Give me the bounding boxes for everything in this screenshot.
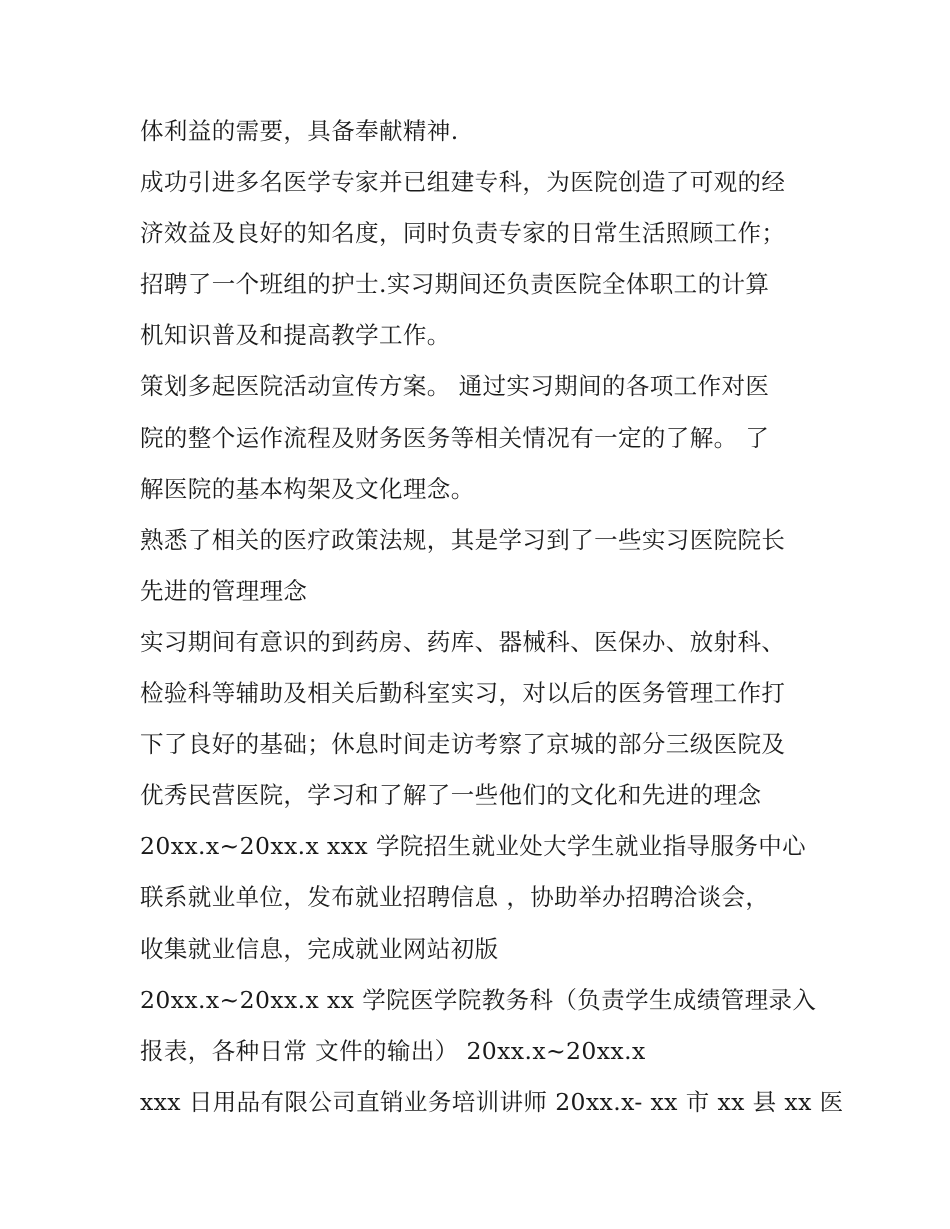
text-line: 下了良好的基础；休息时间走访考察了京城的部分三级医院及 bbox=[140, 730, 786, 759]
text-line: 熟悉了相关的医疗政策法规，其是学习到了一些实习医院院长 bbox=[140, 525, 786, 554]
text-line: 先进的管理理念 bbox=[140, 576, 308, 605]
text-line: 收集就业信息，完成就业网站初版 bbox=[140, 934, 499, 963]
text-line: 机知识普及和提高教学工作。 bbox=[140, 321, 451, 350]
text-line: 20xx.x~20xx.x xxx 学院招生就业处大学生就业指导服务中心 bbox=[140, 832, 807, 861]
text-line: 优秀民营医院，学习和了解了一些他们的文化和先进的理念 bbox=[140, 781, 762, 810]
text-line: 济效益及良好的知名度，同时负责专家的日常生活照顾工作； bbox=[140, 219, 786, 248]
text-line: 招聘了一个班组的护士.实习期间还负责医院全体职工的计算 bbox=[140, 270, 770, 299]
text-line: 院的整个运作流程及财务医务等相关情况有一定的了解。 了 bbox=[140, 423, 770, 452]
text-line: xxx 日用品有限公司直销业务培训讲师 20xx.x- xx 市 xx 县 xx 医 bbox=[140, 1087, 844, 1116]
text-line: 20xx.x~20xx.x xx 学院医学院教务科（负责学生成绩管理录入 bbox=[140, 985, 817, 1014]
text-line: 报表，各种日常 文件的输出） 20xx.x~20xx.x bbox=[140, 1036, 646, 1065]
text-line: 实习期间有意识的到药房、药库、器械科、医保办、放射科、 bbox=[140, 627, 786, 656]
text-line: 成功引进多名医学专家并已组建专科，为医院创造了可观的经 bbox=[140, 168, 786, 197]
text-line: 解医院的基本构架及文化理念。 bbox=[140, 474, 475, 503]
text-line: 联系就业单位，发布就业招聘信息 ，协助举办招聘洽谈会， bbox=[140, 883, 770, 912]
text-line: 体利益的需要，具备奉献精神. bbox=[140, 117, 459, 145]
text-line: 检验科等辅助及相关后勤科室实习，对以后的医务管理工作打 bbox=[140, 679, 786, 708]
text-line: 策划多起医院活动宣传方案。 通过实习期间的各项工作对医 bbox=[140, 372, 770, 401]
document-body bbox=[140, 106, 844, 1128]
